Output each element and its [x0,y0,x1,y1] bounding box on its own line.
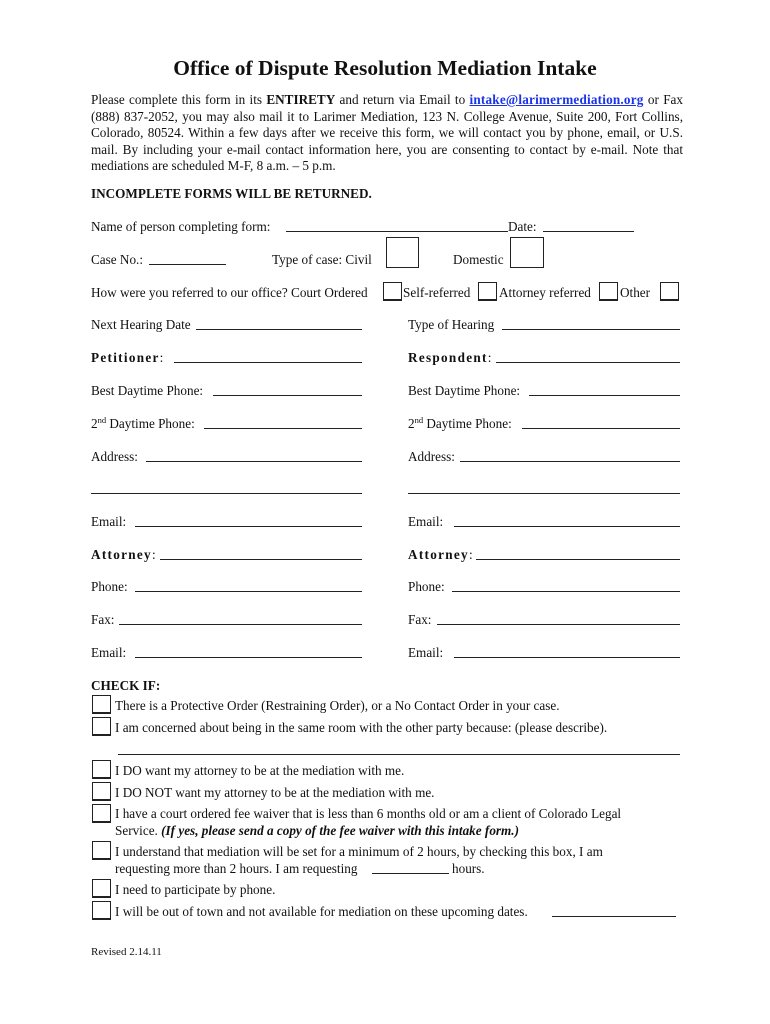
check-if-heading: CHECK IF: [91,678,161,693]
respondent-attorney-field[interactable] [476,559,680,560]
name-completing-field[interactable] [286,231,508,232]
petitioner-attorney-fax-label: Fax: [91,612,115,627]
hours-requested-post: hours. [452,861,485,876]
phone-participation-label: I need to participate by phone. [115,882,276,897]
out-of-town-label: I will be out of town and not available for mediation on these upcoming dates. [115,904,528,919]
petitioner-best-phone-label: Best Daytime Phone: [91,383,204,398]
next-hearing-label: Next Hearing Date [91,317,191,332]
other-label: Other [620,285,651,300]
respondent-second-phone-label: 2nd Daytime Phone: [408,415,512,431]
petitioner-best-phone-field[interactable] [213,395,362,396]
protective-order-checkbox[interactable] [92,695,111,714]
want-attorney-label: I DO want my attorney to be at the mediation with me. [115,763,405,778]
entirety-emphasis: ENTIRETY [266,92,336,107]
petitioner-email-field[interactable] [135,526,362,527]
respondent-label: Respondent: [408,350,492,365]
concerned-checkbox[interactable] [92,717,111,736]
respondent-attorney-email-label: Email: [408,645,444,660]
referral-question: How were you referred to our office? Court Ordered [91,285,368,300]
civil-checkbox[interactable] [386,237,419,268]
self-referred-checkbox[interactable] [478,282,497,301]
respondent-attorney-email-field[interactable] [454,657,680,658]
petitioner-address-field[interactable] [146,461,362,462]
respondent-attorney-phone-field[interactable] [452,591,680,592]
concerned-description-field[interactable] [118,754,680,755]
other-checkbox[interactable] [660,282,679,301]
respondent-address-label: Address: [408,449,455,464]
type-of-case-label: Type of case: Civil [272,252,372,267]
incomplete-warning: INCOMPLETE FORMS WILL BE RETURNED. [91,186,372,201]
attorney-referred-checkbox[interactable] [599,282,618,301]
petitioner-attorney-phone-label: Phone: [91,579,128,594]
hours-requested-pre: requesting more than 2 hours. I am requesting [115,861,358,876]
out-of-town-dates-field[interactable] [552,916,676,917]
respondent-field[interactable] [496,362,680,363]
petitioner-attorney-phone-field[interactable] [135,591,362,592]
form-title: Office of Dispute Resolution Mediation Intake [173,56,597,80]
domestic-checkbox[interactable] [510,237,544,268]
petitioner-label: Petitioner: [91,350,164,365]
extended-hours-label: I understand that mediation will be set for a minimum of 2 hours, by checking this box, I am [115,844,603,859]
concerned-label: I am concerned about being in the same room with the other party because: (please describe). [115,720,608,735]
protective-order-label: There is a Protective Order (Restraining Order), or a No Contact Order in your case. [115,698,560,713]
type-of-hearing-label: Type of Hearing [408,317,495,332]
respondent-attorney-fax-field[interactable] [437,624,680,625]
respondent-best-phone-label: Best Daytime Phone: [408,383,521,398]
petitioner-attorney-label: Attorney: [91,547,156,562]
petitioner-email-label: Email: [91,514,127,529]
extended-hours-checkbox[interactable] [92,841,111,860]
fee-waiver-note: Service. (If yes, please send a copy of the fee waiver with this intake form.) [115,823,519,838]
respondent-address-field[interactable] [460,461,680,462]
out-of-town-checkbox[interactable] [92,901,111,920]
date-field[interactable] [543,231,634,232]
attorney-referred-label: Attorney referred [499,285,591,300]
respondent-best-phone-field[interactable] [529,395,680,396]
name-completing-label: Name of person completing form: [91,219,271,234]
petitioner-attorney-email-field[interactable] [135,657,362,658]
fee-waiver-label: I have a court ordered fee waiver that is less than 6 months old or am a client of Colorado Legal [115,806,622,821]
phone-participation-checkbox[interactable] [92,879,111,898]
case-no-label: Case No.: [91,252,144,267]
respondent-attorney-label: Attorney: [408,547,473,562]
respondent-second-phone-field[interactable] [522,428,680,429]
intro-paragraph: Please complete this form in its ENTIRETY and return via Email to intake@larimermediation.org or Fax (888) 837-2052, you may also mail it to Larimer Mediation, 123 N. College Avenue, Suite 200, Fort Collins, Colorado, 80524. Within a few days after we receive this form, we will contact you by phone, email, or U.S. mail. By including your e-mail contact information here, you are consenting to contact by e-mail. Note that mediations are scheduled M-F, 8 a.m. – 5 p.m. [91,92,683,174]
petitioner-attorney-email-label: Email: [91,645,127,660]
hours-requested-field[interactable] [372,873,449,874]
court-ordered-checkbox[interactable] [383,282,402,301]
respondent-attorney-fax-label: Fax: [408,612,432,627]
fee-waiver-checkbox[interactable] [92,804,111,823]
petitioner-field[interactable] [174,362,362,363]
domestic-label: Domestic [453,252,504,267]
no-attorney-checkbox[interactable] [92,782,111,801]
petitioner-attorney-fax-field[interactable] [119,624,362,625]
want-attorney-checkbox[interactable] [92,760,111,779]
respondent-email-label: Email: [408,514,444,529]
next-hearing-field[interactable] [196,329,362,330]
petitioner-attorney-field[interactable] [160,559,362,560]
petitioner-second-phone-label: 2nd Daytime Phone: [91,415,195,431]
respondent-email-field[interactable] [454,526,680,527]
petitioner-address-line-2[interactable] [91,493,362,494]
date-label: Date: [508,219,537,234]
self-referred-label: Self-referred [403,285,471,300]
intake-email-link[interactable]: intake@larimermediation.org [469,92,644,107]
petitioner-address-label: Address: [91,449,138,464]
no-attorney-label: I DO NOT want my attorney to be at the mediation with me. [115,785,435,800]
type-of-hearing-field[interactable] [502,329,680,330]
respondent-attorney-phone-label: Phone: [408,579,445,594]
petitioner-second-phone-field[interactable] [204,428,362,429]
case-no-field[interactable] [149,264,226,265]
respondent-address-line-2[interactable] [408,493,680,494]
revision-footer: Revised 2.14.11 [91,946,162,958]
